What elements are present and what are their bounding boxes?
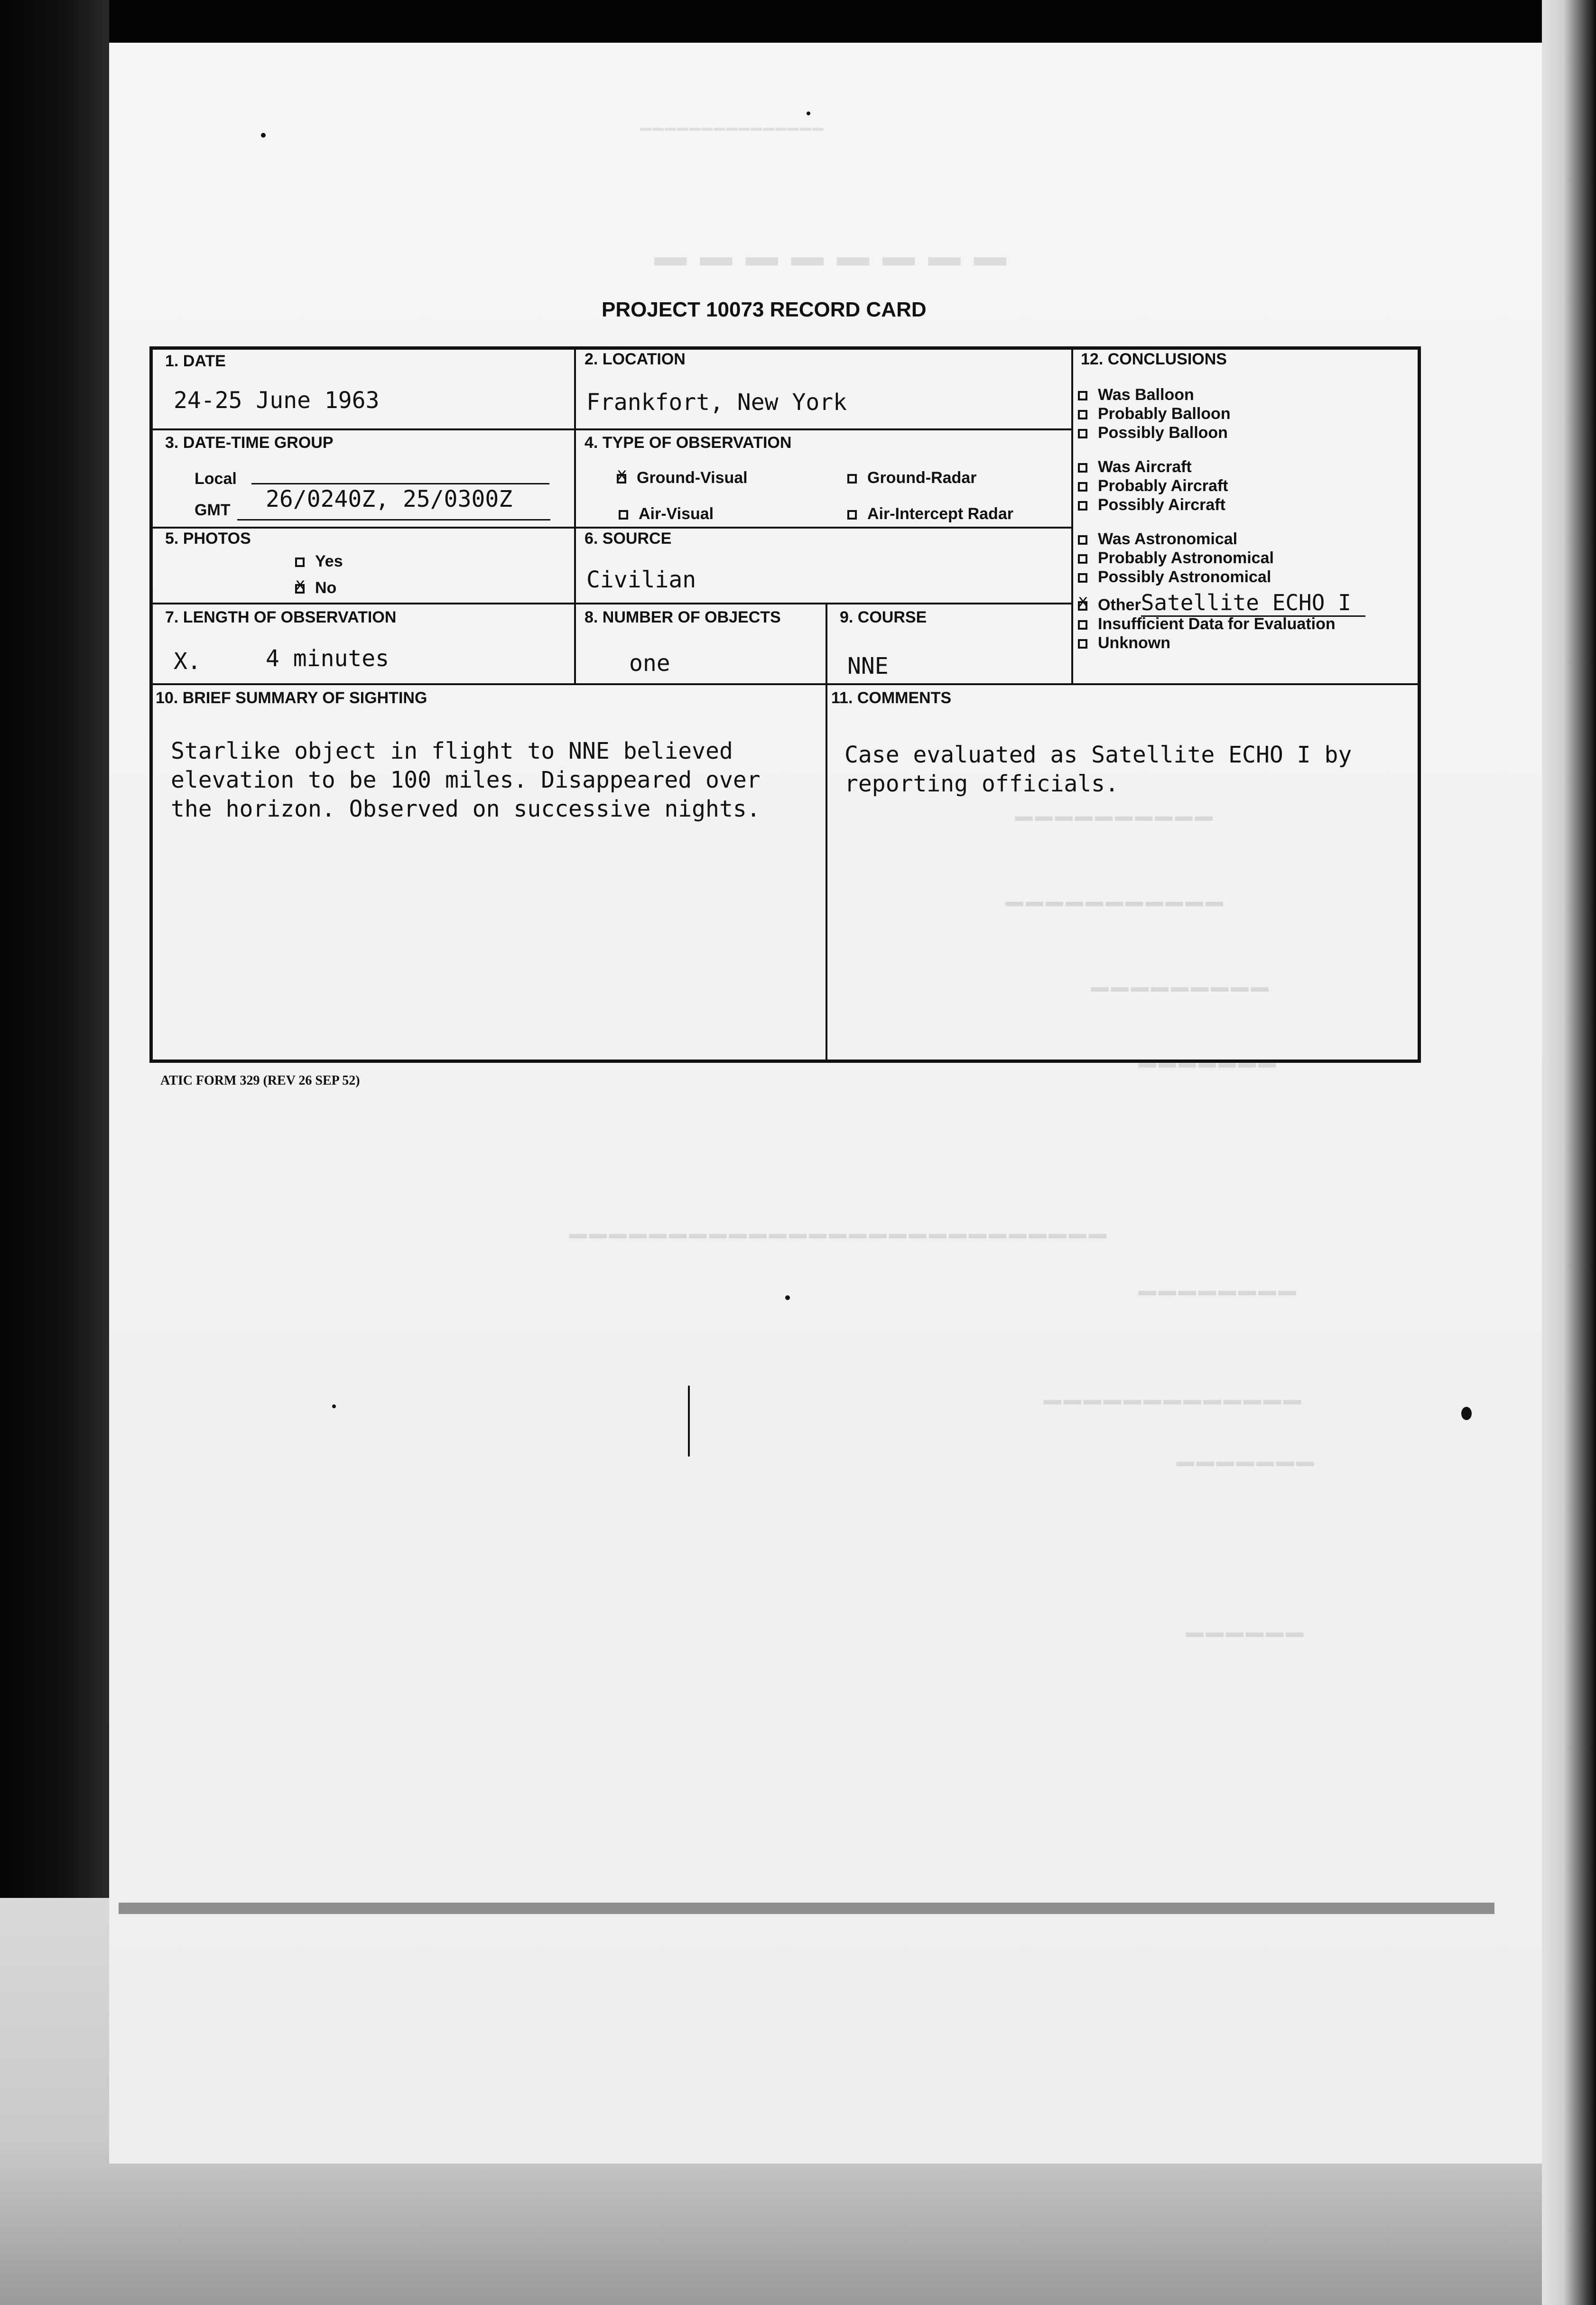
- comments-line: Case evaluated as Satellite ECHO I by: [844, 742, 1352, 768]
- form-identifier: ATIC FORM 329 (REV 26 SEP 52): [160, 1073, 360, 1088]
- summary-line: the horizon. Observed on successive nights.: [171, 796, 761, 822]
- checkbox[interactable]: [295, 558, 305, 567]
- conclusion-probably-astronomical[interactable]: Probably Astronomical: [1078, 548, 1365, 567]
- observation-type-label: 4. TYPE OF OBSERVATION: [585, 434, 792, 452]
- bleed-through-texture: ▁▁▁▁▁▁▁▁: [655, 204, 1020, 265]
- date-value: 24-25 June 1963: [174, 387, 380, 414]
- checkbox[interactable]: [847, 510, 857, 520]
- option-air-intercept-radar[interactable]: Air-Intercept Radar: [847, 505, 1013, 523]
- conclusion-was-astronomical[interactable]: Was Astronomical: [1078, 530, 1365, 548]
- summary-line: elevation to be 100 miles. Disappeared over: [171, 767, 761, 793]
- gmt-label: GMT: [195, 501, 231, 519]
- dust-speck: [261, 133, 266, 138]
- option-air-visual[interactable]: Air-Visual: [619, 505, 714, 523]
- summary-line: Starlike object in flight to NNE believed: [171, 738, 733, 764]
- conclusion-unknown[interactable]: Unknown: [1078, 633, 1365, 652]
- dust-speck: [807, 112, 810, 115]
- bleed-through-texture: ▔▔▔▔▔▔▔▔▔▔▔▔▔▔▔: [640, 128, 825, 149]
- conclusion-probably-aircraft[interactable]: Probably Aircraft: [1078, 476, 1365, 495]
- checkbox[interactable]: [1078, 410, 1087, 419]
- bleed-through-texture: ▁▁▁▁▁▁: [1186, 1604, 1306, 1637]
- gmt-value: 26/0240Z, 25/0300Z: [266, 486, 513, 512]
- course-label: 9. COURSE: [840, 608, 927, 626]
- card-title: PROJECT 10073 RECORD CARD: [602, 298, 927, 321]
- checkbox[interactable]: [619, 510, 628, 520]
- bleed-through-texture: ▁▁▁▁▁▁▁: [1139, 1034, 1279, 1068]
- checkbox-checked[interactable]: [1078, 601, 1087, 611]
- column-divider: [826, 603, 827, 1063]
- date-time-group-label: 3. DATE-TIME GROUP: [165, 434, 334, 452]
- dust-speck: [785, 1295, 790, 1300]
- scratch-mark: [688, 1385, 690, 1457]
- length-prefix: X.: [174, 648, 201, 675]
- conclusion-possibly-astronomical[interactable]: Possibly Astronomical: [1078, 567, 1365, 586]
- checkbox[interactable]: [1078, 429, 1087, 438]
- checkbox-checked[interactable]: [295, 584, 305, 594]
- photo-border-right: [1542, 0, 1596, 2305]
- length-value: 4 minutes: [266, 645, 390, 672]
- conclusions-label: 12. CONCLUSIONS: [1081, 350, 1227, 368]
- date-label: 1. DATE: [165, 352, 226, 370]
- other-value: Satellite ECHO I: [1141, 590, 1365, 617]
- option-photos-yes[interactable]: Yes: [295, 552, 343, 571]
- checkbox-checked[interactable]: [617, 474, 626, 483]
- comments-line: reporting officials.: [844, 771, 1119, 797]
- column-divider: [1071, 346, 1073, 684]
- source-value: Civilian: [586, 567, 696, 593]
- photos-label: 5. PHOTOS: [165, 530, 251, 548]
- checkbox[interactable]: [1078, 463, 1087, 473]
- checkbox[interactable]: [1078, 620, 1087, 630]
- conclusion-possibly-balloon[interactable]: Possibly Balloon: [1078, 423, 1365, 442]
- bleed-through-texture: ▁▁▁▁▁▁▁▁▁▁: [1015, 788, 1216, 821]
- checkbox[interactable]: [1078, 501, 1087, 511]
- conclusion-insufficient-data[interactable]: Insufficient Data for Evaluation: [1078, 614, 1365, 633]
- checkbox[interactable]: [1078, 573, 1087, 583]
- summary-label: 10. BRIEF SUMMARY OF SIGHTING: [156, 689, 427, 707]
- conclusion-probably-balloon[interactable]: Probably Balloon: [1078, 404, 1365, 423]
- objects-value: one: [629, 650, 670, 677]
- length-label: 7. LENGTH OF OBSERVATION: [165, 608, 397, 626]
- checkbox[interactable]: [1078, 535, 1087, 545]
- conclusion-possibly-aircraft[interactable]: Possibly Aircraft: [1078, 495, 1365, 514]
- option-photos-no[interactable]: xNo: [295, 579, 336, 597]
- bleed-through-texture: ▁▁▁▁▁▁▁: [1177, 1433, 1317, 1466]
- checkbox[interactable]: [1078, 391, 1087, 400]
- row-divider: [149, 683, 1421, 685]
- local-time-label: Local: [195, 470, 237, 488]
- row-divider: [149, 603, 1072, 604]
- conclusion-other[interactable]: xOtherSatellite ECHO I: [1078, 593, 1365, 614]
- checkbox[interactable]: [1078, 482, 1087, 492]
- course-value: NNE: [847, 653, 889, 679]
- comments-label: 11. COMMENTS: [831, 689, 952, 707]
- row-divider: [149, 428, 1072, 430]
- bleed-through-texture: ▁▁▁▁▁▁▁▁▁▁▁▁▁: [1044, 1371, 1304, 1404]
- objects-label: 8. NUMBER OF OBJECTS: [585, 608, 781, 626]
- dust-speck: [332, 1404, 336, 1408]
- column-divider: [574, 346, 576, 684]
- gmt-line: [237, 519, 550, 520]
- bleed-through-texture: ▁▁▁▁▁▁▁▁: [1139, 1262, 1299, 1295]
- conclusions-list: [1078, 385, 1365, 652]
- option-ground-visual[interactable]: xGround-Visual: [617, 469, 748, 487]
- checkbox[interactable]: [1078, 639, 1087, 649]
- photo-border-top: [0, 0, 1596, 43]
- location-value: Frankfort, New York: [586, 389, 847, 416]
- checkbox[interactable]: [1078, 554, 1087, 564]
- conclusion-was-balloon[interactable]: Was Balloon: [1078, 385, 1365, 404]
- bleed-through-texture: ▁▁▁▁▁▁▁▁▁▁▁▁▁▁▁▁▁▁▁▁▁▁▁▁▁▁▁: [569, 1205, 1109, 1238]
- bleed-through-texture: ▁▁▁▁▁▁▁▁▁▁▁: [1006, 873, 1226, 906]
- source-label: 6. SOURCE: [585, 530, 672, 548]
- row-divider: [149, 527, 1072, 529]
- bleed-through-texture: ▁▁▁▁▁▁▁▁▁: [1091, 958, 1271, 992]
- option-ground-radar[interactable]: Ground-Radar: [847, 469, 976, 487]
- local-time-line: [251, 483, 549, 484]
- conclusion-was-aircraft[interactable]: Was Aircraft: [1078, 457, 1365, 476]
- location-label: 2. LOCATION: [585, 350, 686, 368]
- checkbox[interactable]: [847, 474, 857, 483]
- paper-shadow: [119, 1903, 1494, 1914]
- dust-speck: [1461, 1407, 1472, 1420]
